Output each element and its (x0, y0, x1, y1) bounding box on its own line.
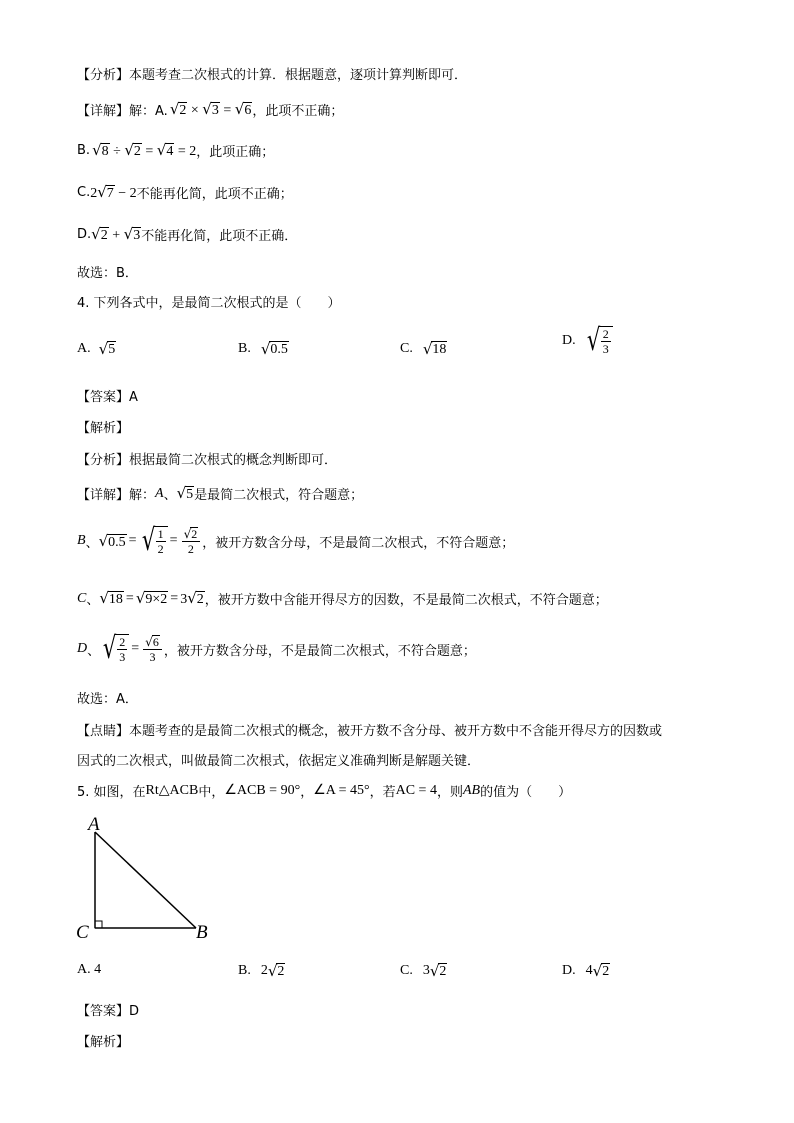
dianjing-line-2: 因式的二次根式，叫做最简二次根式，依据定义准确判断是解题关键． (77, 754, 481, 769)
math-expr: √2 + √3 (91, 225, 141, 243)
q5-option-b: B. 2 √ 2 (238, 962, 285, 980)
q4-option-c: C. √ 18 (400, 340, 447, 358)
text: B. (77, 143, 91, 158)
triangle-figure (72, 810, 222, 945)
text: D. (77, 227, 92, 242)
math-expr: √2 × √3 = √6 (169, 100, 252, 118)
q4-option-b: B. √ 0.5 (238, 340, 288, 358)
choose-4: 故选：A． (77, 692, 138, 707)
text: ，此项不正确； (252, 104, 344, 119)
math-expr: 2√7 − 2 (90, 183, 137, 201)
text: 不能再化简，此项不正确； (136, 187, 293, 202)
detail-line-c (77, 183, 293, 202)
analysis-line: 【分析】本题考查二次根式的计算．根据题意，逐项计算判断即可． (77, 68, 468, 83)
question-4: 4. 下列各式中，是最简二次根式的是（ ） (77, 296, 341, 311)
xiangjie-4: 【详解】解： A 、 √5 是最简二次根式，符合题意； (77, 484, 364, 503)
text: 【详解】解：A. (77, 104, 168, 119)
answer-4: 【答案】A (77, 390, 138, 405)
vertex-c-label: C (76, 922, 89, 943)
q5-option-d: D. 4 √ 2 (562, 962, 610, 980)
detail-line-a (77, 100, 343, 119)
math-expr: √8 ÷ √2 = √4 = 2 (92, 141, 197, 159)
xiangjie-d: D 、 √ $\frac{2}{3}$ = $\frac{√6}{3}$ ，被开方数含分母，不是最简二次根式，不符合题意； (77, 631, 476, 666)
fenxi-4: 【分析】根据最简二次根式的概念判断即可． (77, 453, 338, 468)
choose-line: 故选：B． (77, 266, 138, 281)
xiangjie-b: B 、 √0.5 = √ $\frac{1}{2}$ = $\frac{√2}{2}$ ，被开方数含分母，不是最简二次根式，不符合题意； (77, 523, 515, 558)
jiexi-4: 【解析】 (77, 421, 130, 436)
answer-5: 【答案】D (77, 1004, 140, 1019)
detail-line-d (77, 225, 297, 244)
q5-option-c: C. 3 √ 2 (400, 962, 447, 980)
jiexi-5: 【解析】 (77, 1035, 130, 1050)
q4-option-a: A. √ 5 (77, 340, 116, 358)
right-angle-mark (95, 921, 102, 928)
detail-line-b (77, 141, 274, 160)
question-5: 5. 如图，在 Rt△ACB 中， ∠ACB = 90° ， ∠A = 45° ，若 AC = 4 ，则 AB 的值为（ ） (77, 782, 572, 800)
xiangjie-c: C 、 √18 = √9×2 = 3√2 ，被开方数中含能开得尽方的因数，不是最简二次根式，不符合题意； (77, 589, 608, 608)
text: 不能再化简，此项不正确． (141, 229, 298, 244)
q5-option-a: A. 4 (77, 962, 102, 977)
q4-option-d: D. √ $\frac{2}{3}$ (562, 326, 613, 356)
vertex-b-label: B (196, 922, 208, 943)
text: C. (77, 185, 91, 200)
side-ab (95, 832, 196, 928)
vertex-a-label: A (88, 814, 100, 835)
dianjing-line-1: 【点睛】本题考查的是最简二次根式的概念，被开方数不含分母、被开方数中不含能开得尽方的因数或 (77, 724, 663, 739)
text: ，此项正确； (196, 145, 275, 160)
